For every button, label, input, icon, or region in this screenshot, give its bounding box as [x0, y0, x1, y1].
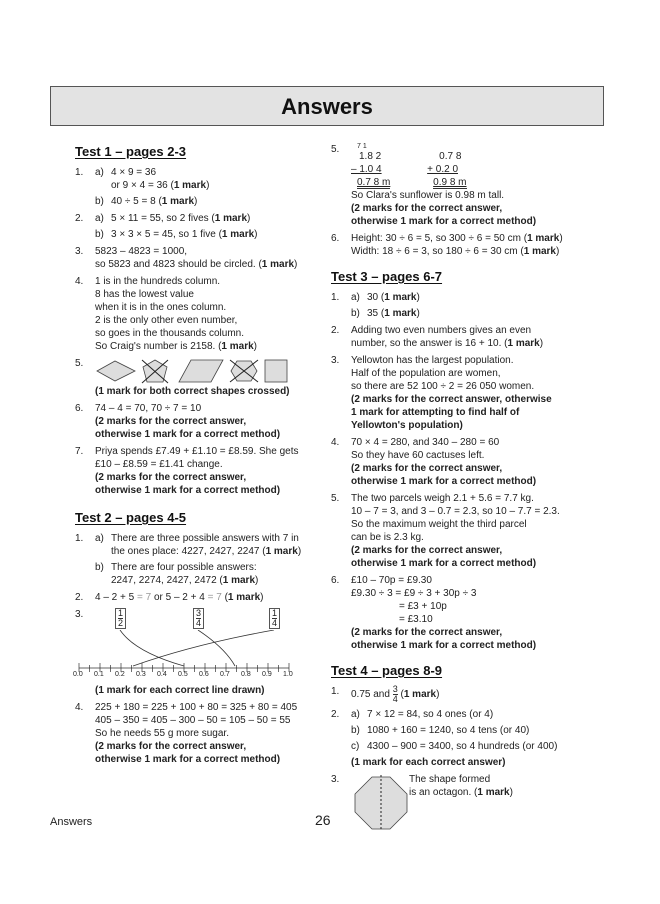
fraction-card-half: $\frac{1}{2}$ — [115, 608, 126, 629]
test3-q5: 5. The two parcels weigh 2.1 + 5.6 = 7.7 kg. 10 – 7 = 3, and 3 – 0.7 = 2.3, so 10 – 7.7 = 2.3. So the maximum weight the third parcel can be is 2.3 kg. (2 marks for the correct answer, otherwise 1 mark for a correct method) — [331, 493, 560, 569]
tick-label: 0.2 — [115, 671, 125, 678]
test2-q6: 6. Height: 30 ÷ 6 = 5, so 300 ÷ 6 = 50 cm (1 mark) Width: 18 ÷ 6 = 3, so 180 ÷ 6 = 30 cm (1 mark) — [331, 233, 563, 257]
tick-labels — [75, 671, 305, 681]
test2-q2: 2. 4 – 2 + 5 = 7 or 5 – 2 + 4 = 7 (1 mark) — [75, 592, 264, 603]
octagon-shape — [353, 775, 409, 831]
fraction-three-quarters: $\frac{3}{4}$ — [392, 684, 398, 704]
tick-label: 1.0 — [283, 671, 293, 678]
test4-q1: 1. 0.75 and $\frac{3}{4}$ (1 mark) — [331, 684, 440, 704]
tick-label: 0.5 — [178, 671, 188, 678]
test3-heading: Test 3 – pages 6-7 — [331, 269, 443, 284]
tick-label: 0.8 — [241, 671, 251, 678]
test1-q1: 1. a) 4 × 9 = 36 or 9 × 4 = 36 (1 mark) b) 40 ÷ 5 = 8 (1 mark) — [75, 167, 210, 207]
test1-q5: 5. (1 mark for both correct shapes crossed) — [75, 357, 315, 398]
tick-label: 0.6 — [199, 671, 209, 678]
test1-q4: 4. 1 is in the hundreds column. 8 has the lowest value when it is in the ones column. 2 is the only other even number, so goes in the thousands column. So Craig's number is 2158. (1 mark) — [75, 276, 258, 352]
tick-label: 0.7 — [220, 671, 230, 678]
answer-line-quarter — [133, 630, 274, 666]
test1-q6: 6. 74 – 4 = 70, 70 ÷ 7 = 10 (2 marks for the correct answer, otherwise 1 mark for a correct method) — [75, 403, 281, 440]
rhombus-shape — [97, 361, 135, 381]
page-number: 26 — [315, 812, 331, 828]
test4-heading: Test 4 – pages 8-9 — [331, 663, 443, 678]
crossed-hexagon-shape — [230, 360, 258, 382]
test3-q3: 3. Yellowton has the largest population. Half of the population are women, so there are 52 100 ÷ 2 = 26 050 women. (2 marks for the correct answer, otherwise 1 mark for attempting to find half of Yellowton's population) — [331, 355, 552, 431]
fraction-card-quarter: $\frac{1}{4}$ — [269, 608, 280, 629]
test2-q5: 5. 7 1 1.8 2 – 1.0 4 0.7 8 m 0.7 8 + 0.2 0 0.9 8 m So Clara's sunflower is 0.98 m tall. (2 marks for the correct answer, otherwise 1 mark for a correct method) — [331, 143, 579, 228]
test1-heading: Test 1 – pages 2-3 — [75, 144, 187, 159]
test3-q4: 4. 70 × 4 = 280, and 340 – 280 = 60 So they have 60 cactuses left. (2 marks for the correct answer, otherwise 1 mark for a correct method) — [331, 437, 537, 487]
crossed-pentagon-shape — [142, 360, 168, 383]
test3-q2: 2. Adding two even numbers gives an even number, so the answer is 16 + 10. (1 mark) — [331, 325, 544, 349]
right-column — [331, 143, 579, 803]
tick-label: 0.9 — [262, 671, 272, 678]
left-column — [75, 143, 315, 770]
tick-label: 0.0 — [73, 671, 83, 678]
number-line — [75, 630, 299, 676]
number-line-figure — [75, 608, 315, 678]
test2-q4: 4. 225 + 180 = 225 + 100 + 80 = 325 + 80 = 405 405 – 350 = 405 – 300 – 50 = 105 – 50 = 55 So he needs 55 g more sugar. (2 marks for the correct answer, otherwise 1 mark for a correct method) — [75, 702, 298, 765]
test1-q2: 2. a) 5 × 11 = 55, so 2 fives (1 mark) b) 3 × 3 × 5 = 45, so 1 five (1 mark) — [75, 213, 258, 240]
test1-q7: 7. Priya spends £7.49 + £1.10 = £8.59. She gets £10 – £8.59 = £1.41 change. (2 marks for the correct answer, otherwise 1 mark for a correct method) — [75, 446, 299, 496]
addition-calc: 0.7 8 + 0.2 0 0.9 8 m — [427, 151, 467, 188]
test2-q3: 3. $\frac{1}{2}$ $\frac{3}{4}$ $\frac{1}{4}$ 0.0 0.1 0.2 0.3 0.4 0.5 0.6 0.7 0.8 0.9 1.0 (1 mark for each correct line drawn) — [75, 608, 315, 697]
tick-label: 0.4 — [157, 671, 167, 678]
tick-label: 0.1 — [94, 671, 104, 678]
test2-q1: 1. a) There are three possible answers with 7 in the ones place: 4227, 2427, 2247 (1 mark) b) There are four possible answers: 2247, 2274, 2427, 2472 (1 mark) — [75, 533, 302, 586]
test3-q1: 1. a) 30 (1 mark) b) 35 (1 mark) — [331, 292, 420, 319]
parallelogram-shape — [179, 360, 223, 382]
answer-line-half — [120, 630, 184, 666]
fraction-card-three-quarters: $\frac{3}{4}$ — [193, 608, 204, 629]
column-calculations — [351, 143, 579, 189]
footer-label: Answers — [50, 816, 93, 828]
test1-q3: 3. 5823 – 4823 = 1000, so 5823 and 4823 should be circled. (1 mark) — [75, 246, 298, 270]
answer-line-three-quarters — [198, 630, 235, 666]
test4-q3: 3. The shape formed is an octagon. (1 mark) — [331, 773, 579, 799]
tick-label: 0.3 — [136, 671, 146, 678]
test2-heading: Test 2 – pages 4-5 — [75, 510, 187, 525]
square-shape — [265, 360, 287, 382]
test4-q2: 2. a) 7 × 12 = 84, so 4 ones (or 4) b) 1080 + 160 = 1240, so 4 tens (or 40) c) 4300 – 900 = 3400, so 4 hundreds (or 400) (1 mark for each correct answer) — [331, 709, 558, 768]
test3-q6: 6. £10 – 70p = £9.30 £9.30 ÷ 3 = £9 ÷ 3 + 30p ÷ 3 = £3 + 10p = £3.10 (2 marks for the correct answer, otherwise 1 mark for a correct method) — [331, 575, 537, 651]
subtraction-calc: 7 1 1.8 2 – 1.0 4 0.7 8 m — [351, 143, 391, 188]
shape-row-figure — [95, 357, 295, 385]
page-title: Answers — [50, 86, 604, 126]
